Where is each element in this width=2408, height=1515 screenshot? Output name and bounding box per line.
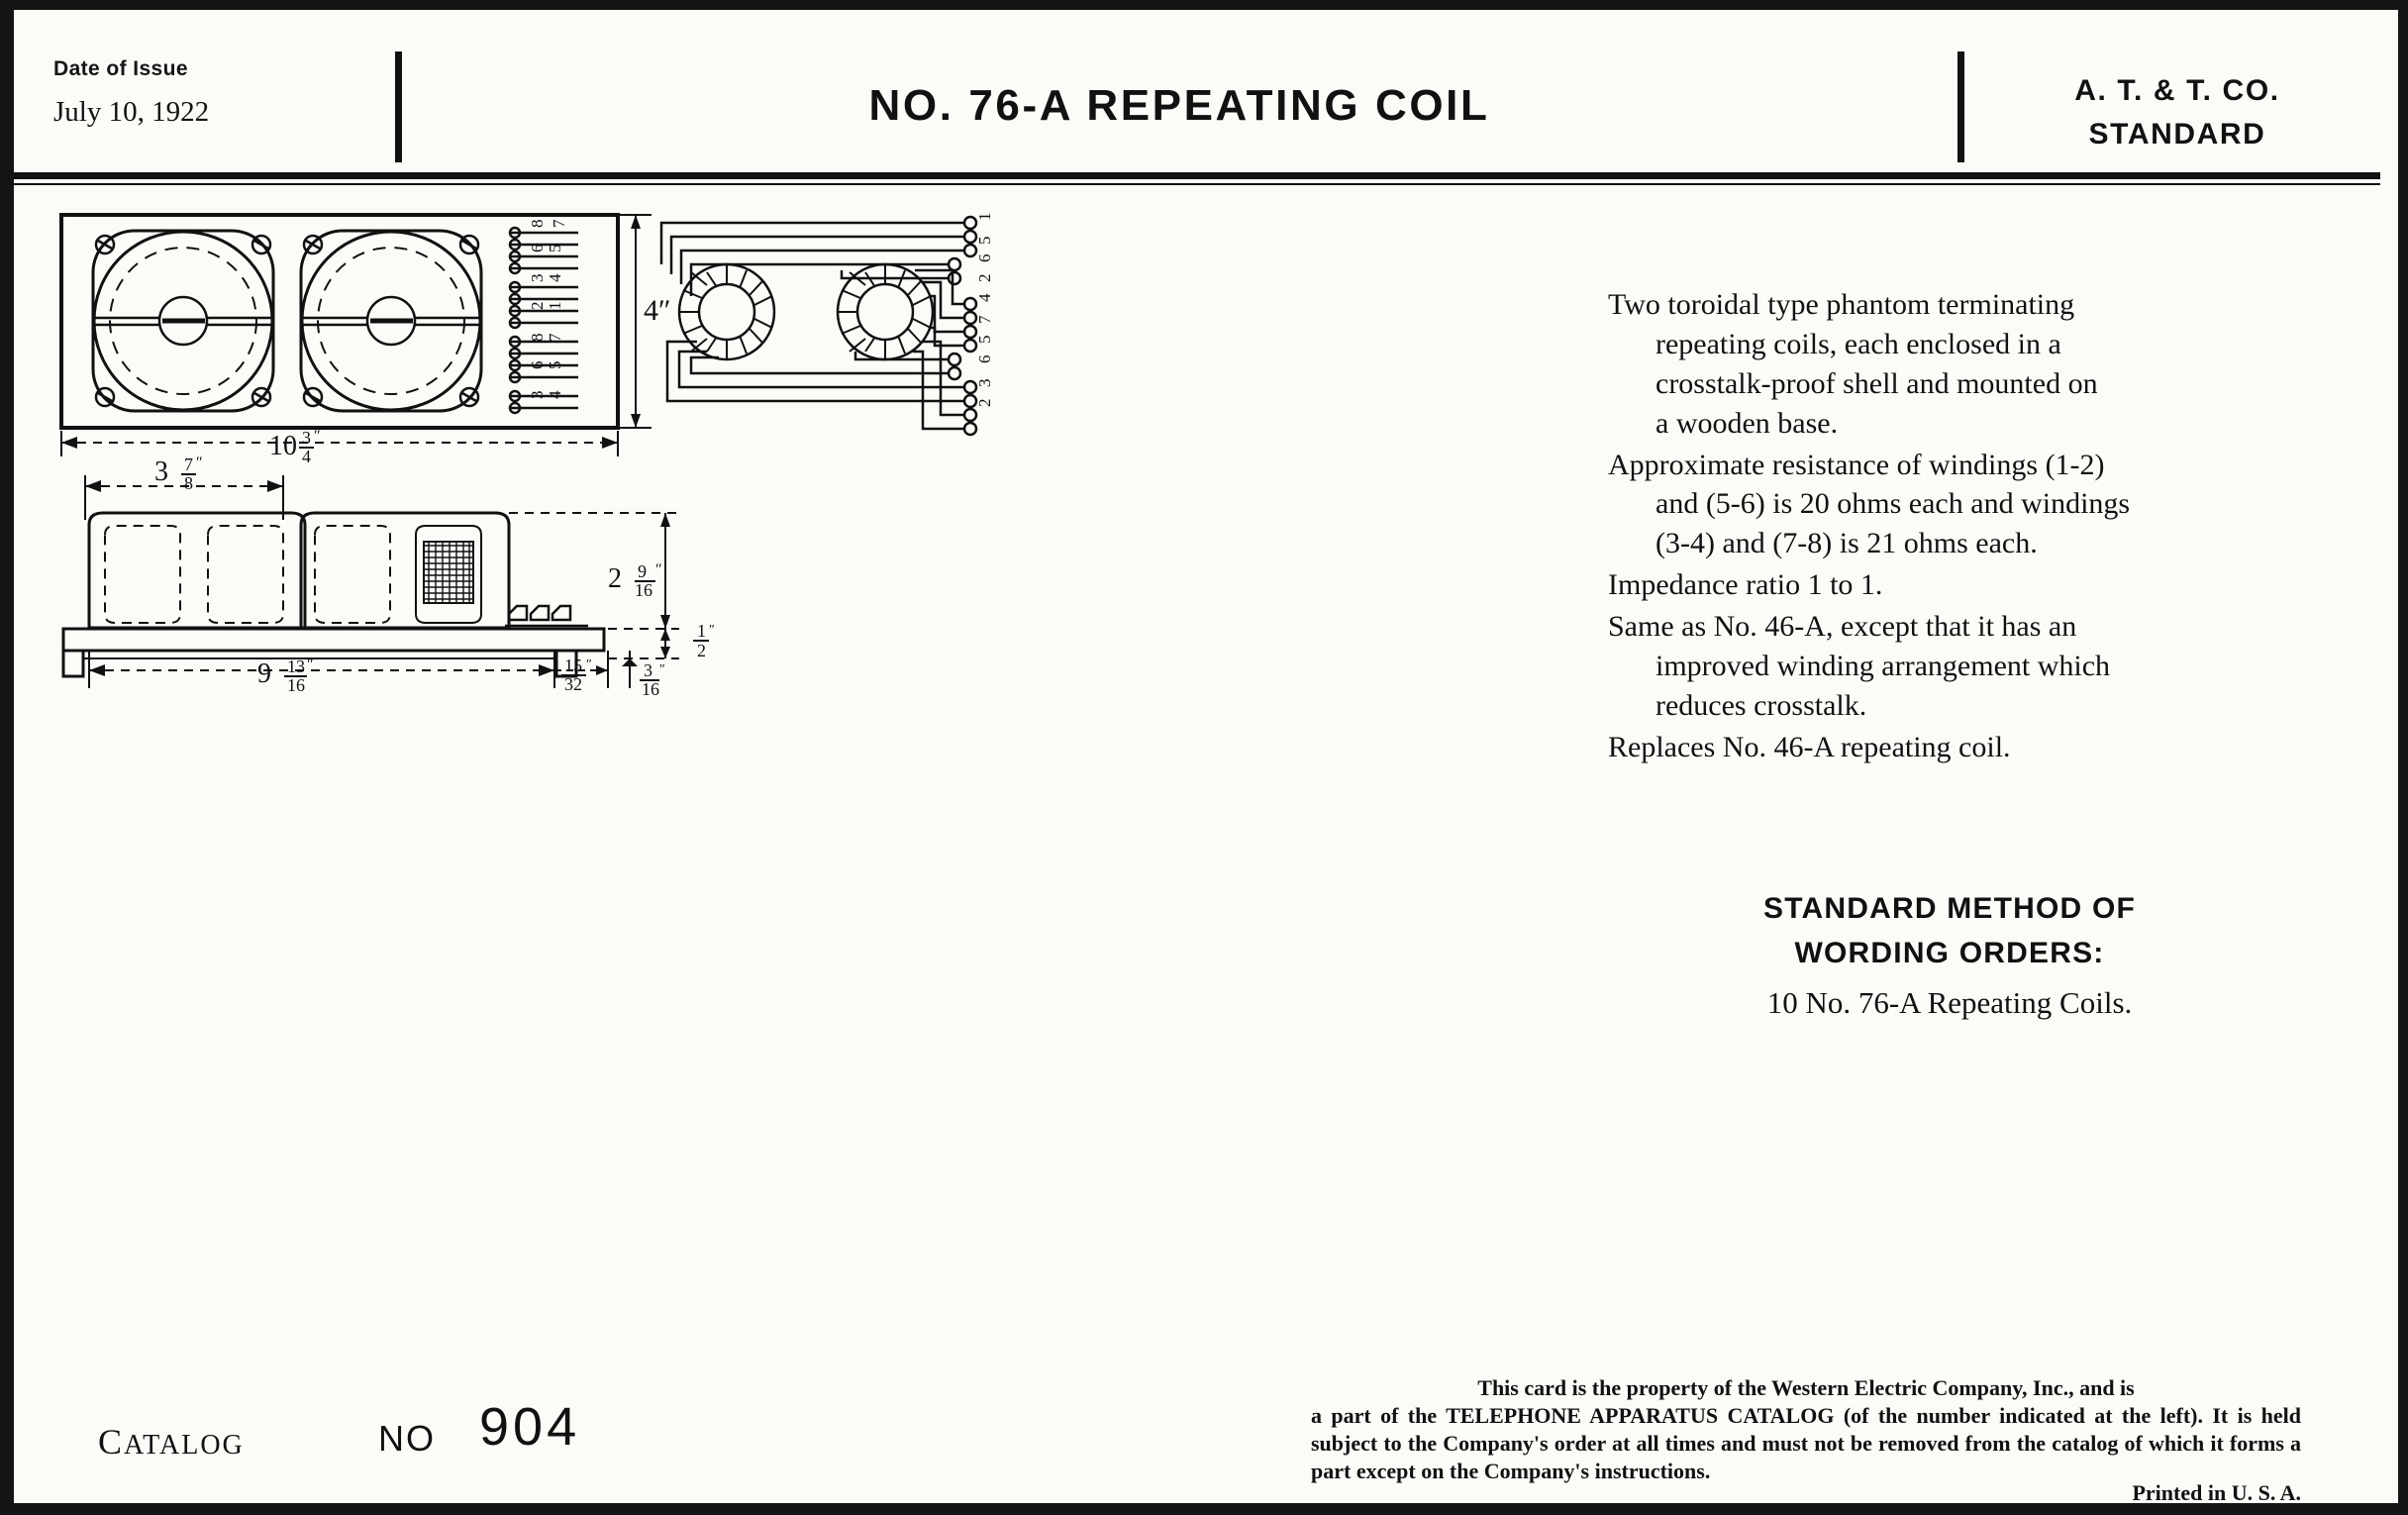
svg-text:6: 6 [528,360,547,369]
property-notice [1311,1374,2301,1486]
desc-p1-l3: crosstalk-proof shell and mounted on [1656,366,2098,400]
svg-text:5: 5 [975,236,994,245]
svg-text:4: 4 [975,293,994,302]
svg-text:4: 4 [546,273,564,282]
svg-text:9: 9 [638,561,647,581]
svg-text:5: 5 [546,244,564,252]
svg-text:2: 2 [975,273,994,282]
svg-text:6: 6 [975,253,994,262]
svg-text:9: 9 [257,658,271,689]
card-edge-left [0,0,14,1515]
svg-text:5: 5 [546,360,564,369]
desc-p2-l2: and (5-6) is 20 ohms each and windings [1656,487,2131,521]
date-of-issue-value: July 10, 1922 [53,96,210,128]
property-notice-line3: indicated at the left). It is held subject to the Company's order at all times [1311,1403,2302,1457]
svg-text:″: ″ [655,561,662,578]
svg-text:16: 16 [287,675,305,695]
property-notice-line1: This card is the property of the Western Electric Company, Inc., and is [1477,1375,2135,1400]
svg-text:7: 7 [184,454,193,474]
svg-text:″: ″ [307,656,314,673]
svg-text:1: 1 [975,212,994,221]
catalog-no-label: NO [378,1418,436,1459]
description-para-2 [1608,446,2291,564]
svg-text:8: 8 [528,219,547,228]
svg-text:3: 3 [154,456,168,487]
standard-method-line1: STANDARD METHOD OF [1762,892,2137,925]
printed-in-usa: Printed in U. S. A. [2132,1480,2301,1505]
description-para-4 [1608,607,2291,726]
header-divider-left [395,51,402,162]
header-rule-thin [14,183,2380,185]
svg-text:2: 2 [697,641,706,660]
header-divider-right [1957,51,1964,162]
property-notice-line5: on the Company's instructions. [1421,1459,1711,1484]
date-of-issue-block [53,57,351,129]
page-title: NO. 76-A REPEATING COIL [868,81,1490,130]
svg-text:2: 2 [608,563,622,594]
svg-text:5: 5 [975,335,994,344]
card-paper [14,10,2398,1503]
catalog-number: 904 [479,1397,581,1457]
svg-text:″: ″ [196,454,203,471]
svg-text:16: 16 [635,580,652,600]
svg-text:13: 13 [287,656,305,676]
header-rule-thick [14,172,2380,179]
svg-text:2: 2 [975,398,994,407]
svg-text:1: 1 [546,301,564,310]
svg-text:1: 1 [697,621,706,641]
company-standard-block [1969,69,2385,155]
company-name: A. T. & T. CO. [2074,74,2280,107]
company-standard-label: STANDARD [2088,117,2266,151]
svg-text:3: 3 [528,273,547,282]
desc-p1-l2: repeating coils, each enclosed in a [1656,327,2061,360]
description-text [1608,285,2291,769]
desc-p2-l1: Approximate resistance of windings (1-2) [1608,448,2105,481]
svg-text:4″: 4″ [644,294,671,327]
description-para-5: Replaces No. 46-A repeating coil. [1608,730,2011,763]
property-notice-line4: and must not be removed from the catalog of which it forms a part except [1311,1431,2302,1484]
svg-text:3: 3 [644,660,652,680]
description-para-1 [1608,285,2291,444]
svg-text:7: 7 [975,315,994,324]
desc-p1-l1: Two toroidal type phantom terminating [1608,288,2075,321]
desc-p2-l3: (3-4) and (7-8) is 21 ohms each. [1656,527,2038,560]
svg-text:7: 7 [546,333,564,342]
svg-text:15: 15 [564,656,582,675]
standard-method-heading [1608,886,2291,975]
card-edge-top [0,0,2408,10]
card-edge-right [2398,0,2408,1515]
svg-text:32: 32 [564,674,582,694]
svg-text:4: 4 [546,390,564,399]
svg-text:4: 4 [302,447,311,466]
svg-text:3: 3 [528,390,547,399]
svg-text:3: 3 [302,428,311,448]
date-of-issue-label: Date of Issue [53,57,188,80]
catalog-label-rest: ATALOG [124,1430,245,1461]
catalog-label-cap: C [98,1422,125,1462]
desc-p4-l3: reduces crosstalk. [1656,688,1867,722]
desc-p1-l4: a wooden base. [1656,406,1839,440]
svg-text:7: 7 [550,219,568,228]
catalog-label [98,1421,245,1463]
description-para-3: Impedance ratio 1 to 1. [1608,568,1883,602]
order-wording-example: 10 No. 76-A Repeating Coils. [1766,985,2133,1020]
drawing-svg [14,193,1568,1005]
standard-method-line2: WORDING ORDERS: [1794,937,2105,969]
svg-text:8: 8 [528,333,547,342]
technical-drawings [14,193,1568,1005]
svg-text:″: ″ [709,623,715,638]
svg-text:10: 10 [269,431,297,461]
svg-text:16: 16 [642,679,659,699]
svg-text:″: ″ [586,657,592,672]
desc-p4-l2: improved winding arrangement which [1656,650,2111,683]
svg-text:6: 6 [528,244,547,252]
svg-text:″: ″ [314,428,321,445]
svg-text:3: 3 [975,378,994,387]
svg-text:8: 8 [184,473,193,493]
card-header [14,10,2398,168]
property-notice-line2: a part of the TELEPHONE APPARATUS CATALOG (of the number [1311,1403,1990,1429]
svg-text:″: ″ [659,662,665,677]
svg-text:6: 6 [975,354,994,363]
svg-text:2: 2 [528,301,547,310]
desc-p4-l1: Same as No. 46-A, except that it has an [1608,610,2077,644]
